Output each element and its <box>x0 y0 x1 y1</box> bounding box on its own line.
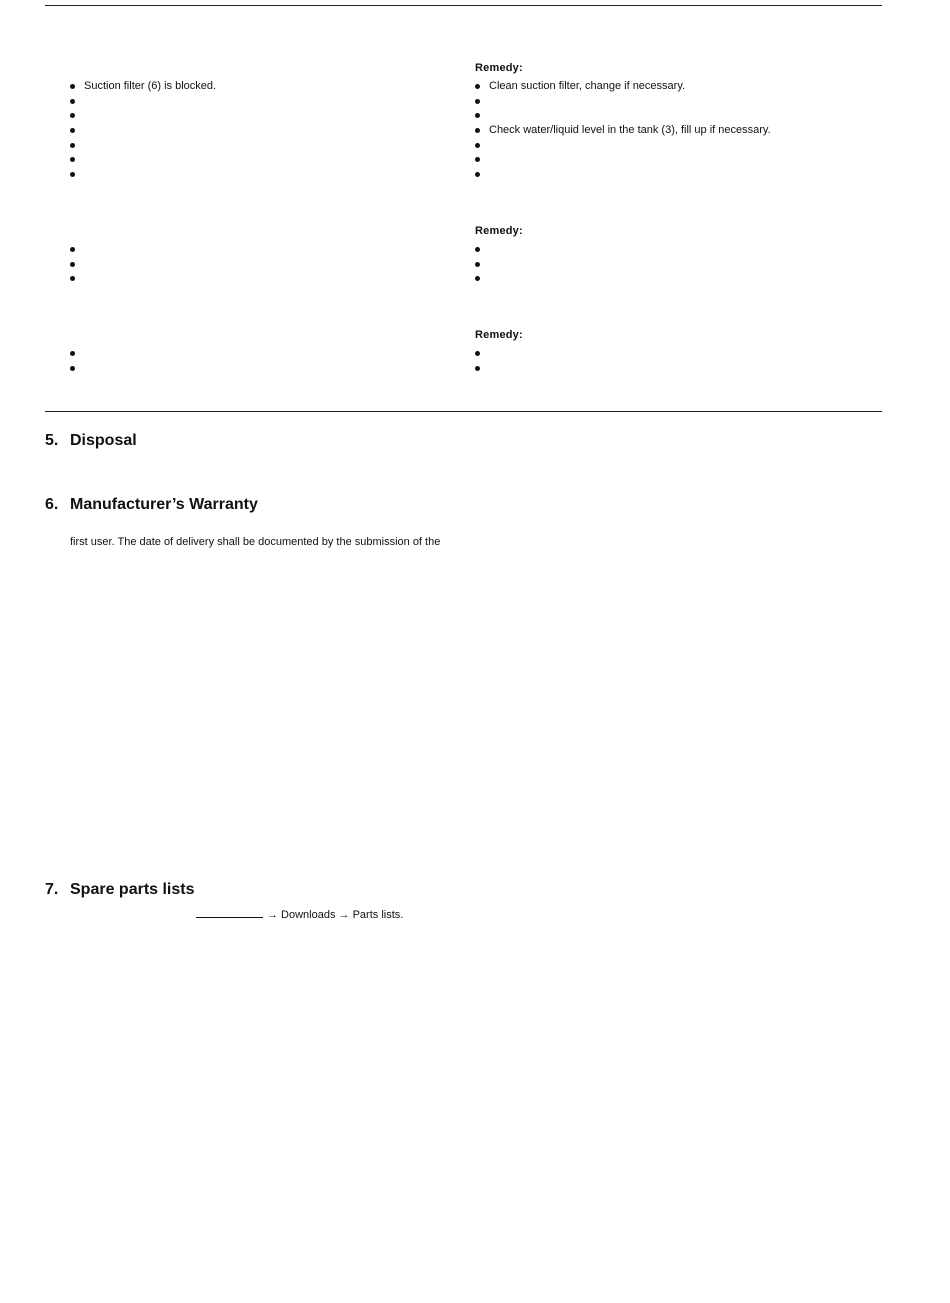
cause-text: Suction filter (6) is blocked. <box>84 80 217 92</box>
bullet-icon <box>70 247 75 252</box>
cause-item <box>70 271 84 286</box>
cause-item <box>70 152 216 167</box>
remedy-text: Clean suction filter, change if necessary. <box>489 80 686 92</box>
cause-item <box>70 167 216 182</box>
cause-item <box>70 94 216 109</box>
cause-item <box>70 257 84 272</box>
section-heading-spare-parts <box>45 881 195 899</box>
remedy-item <box>475 167 771 182</box>
remedy-item <box>475 271 489 286</box>
download-path: → Downloads → Parts lists. <box>267 909 404 921</box>
cause-list <box>70 242 84 286</box>
remedy-list <box>475 346 489 375</box>
section-number: 6. <box>45 496 59 513</box>
section-title: Disposal <box>70 432 137 449</box>
remedy-label: Remedy: <box>475 62 523 74</box>
cause-item <box>70 123 216 138</box>
bullet-icon <box>475 143 480 148</box>
cause-item <box>70 346 84 361</box>
bullet-icon <box>70 366 75 371</box>
bullet-icon <box>475 99 480 104</box>
remedy-label: Remedy: <box>475 225 523 237</box>
section-heading-disposal <box>45 432 137 450</box>
remedy-text: Check water/liquid level in the tank (3), fill up if necessary. <box>489 124 771 137</box>
bullet-icon <box>70 172 75 177</box>
remedy-item <box>475 138 771 153</box>
cause-item <box>70 79 216 94</box>
cause-list <box>70 79 216 182</box>
bullet-icon <box>70 84 75 89</box>
cause-list <box>70 346 84 375</box>
remedy-item <box>475 108 771 123</box>
bullet-icon <box>70 113 75 118</box>
bullet-icon <box>70 128 75 133</box>
remedy-list <box>475 79 771 182</box>
bullet-icon <box>475 113 480 118</box>
bullet-icon <box>70 276 75 281</box>
remedy-label: Remedy: <box>475 329 523 341</box>
spare-parts-path <box>196 907 403 921</box>
remedy-item <box>475 79 771 94</box>
remedy-item <box>475 152 771 167</box>
warranty-text: first user. The date of delivery shall be documented by the submission of the <box>70 536 441 548</box>
section-title: Manufacturer’s Warranty <box>70 496 258 513</box>
bullet-icon <box>475 262 480 267</box>
bullet-icon <box>475 366 480 371</box>
bullet-icon <box>70 262 75 267</box>
cause-item <box>70 242 84 257</box>
bullet-icon <box>475 351 480 356</box>
bullet-icon <box>475 247 480 252</box>
remedy-item <box>475 346 489 361</box>
bullet-icon <box>70 157 75 162</box>
bullet-icon <box>475 128 480 133</box>
bullet-icon <box>70 351 75 356</box>
bullet-icon <box>475 84 480 89</box>
bullet-icon <box>475 276 480 281</box>
section-divider <box>45 411 882 412</box>
section-title: Spare parts lists <box>70 881 195 898</box>
remedy-item <box>475 242 489 257</box>
remedy-item <box>475 94 771 109</box>
bullet-icon <box>475 157 480 162</box>
remedy-item <box>475 123 771 138</box>
section-number: 7. <box>45 881 59 898</box>
cause-item <box>70 108 216 123</box>
cause-item <box>70 138 216 153</box>
section-heading-warranty <box>45 496 258 514</box>
remedy-item <box>475 361 489 376</box>
remedy-item <box>475 257 489 272</box>
remedy-list <box>475 242 489 286</box>
cause-item <box>70 361 84 376</box>
website-link[interactable] <box>196 907 263 918</box>
bullet-icon <box>475 172 480 177</box>
bullet-icon <box>70 99 75 104</box>
bullet-icon <box>70 143 75 148</box>
top-divider <box>45 5 882 6</box>
section-number: 5. <box>45 432 59 449</box>
